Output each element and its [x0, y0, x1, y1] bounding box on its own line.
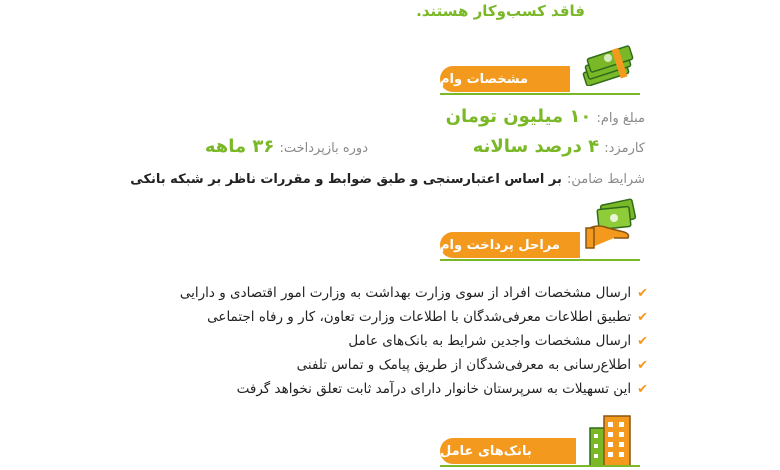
loan-guarantee-label: شرایط ضامن:: [566, 172, 645, 187]
loan-guarantee-value: بر اساس اعتبارسنجی و طبق ضوابط و مقررات ناظر بر شبکه بانکی: [130, 172, 562, 187]
step-text: ارسال مشخصات افراد از سوی وزارت بهداشت به وزارت امور اقتصادی و دارایی: [179, 285, 632, 301]
loan-amount-value: ۱۰ میلیون تومان: [445, 106, 592, 127]
check-icon: ✔: [637, 357, 648, 373]
check-icon: ✔: [637, 285, 648, 301]
loan-fee-row: [473, 136, 645, 157]
list-item: [207, 309, 648, 325]
list-item: [297, 357, 648, 373]
payment-steps-divider: [440, 259, 640, 261]
check-icon: ✔: [637, 333, 648, 349]
loan-period-row: [205, 136, 368, 157]
loan-amount-row: [446, 106, 645, 127]
loan-period-value: ۳۶ ماهه: [204, 136, 275, 157]
loan-guarantee-row: [130, 168, 645, 187]
check-icon: ✔: [637, 309, 648, 325]
list-item: [237, 381, 648, 397]
hand-money-icon: [584, 198, 640, 250]
step-text: این تسهیلات به سرپرستان خانوار دارای درآمد ثابت تعلق نخواهد گرفت: [236, 381, 632, 397]
step-text: اطلاع‌رسانی به معرفی‌شدگان از طریق پیامک و تماس تلفنی: [296, 357, 632, 373]
banks-heading: بانک‌های عامل: [440, 438, 576, 464]
check-icon: ✔: [637, 381, 648, 397]
loan-amount-label: مبلغ وام:: [596, 111, 645, 126]
money-stack-icon: [580, 42, 640, 86]
step-text: تطبیق اطلاعات معرفی‌شدگان با اطلاعات وزارت تعاون، کار و رفاه اجتماعی: [207, 309, 632, 325]
payment-steps-heading: مراحل پرداخت وام: [440, 232, 580, 258]
step-text: ارسال مشخصات واجدین شرایط به بانک‌های عامل: [348, 333, 632, 349]
list-item: [348, 333, 648, 349]
loan-specs-divider: [440, 93, 640, 95]
list-item: [180, 285, 648, 301]
intro-text-tail: فاقد کسب‌وکار هستند.: [416, 2, 585, 20]
loan-fee-value: ۴ درصد سالانه: [472, 136, 600, 157]
loan-period-label: دوره بازپرداخت:: [279, 141, 368, 156]
bank-building-icon: [586, 410, 636, 466]
loan-specs-heading: مشخصات وام: [440, 66, 570, 92]
banks-divider: [440, 465, 640, 467]
loan-fee-label: کارمزد:: [604, 141, 645, 156]
